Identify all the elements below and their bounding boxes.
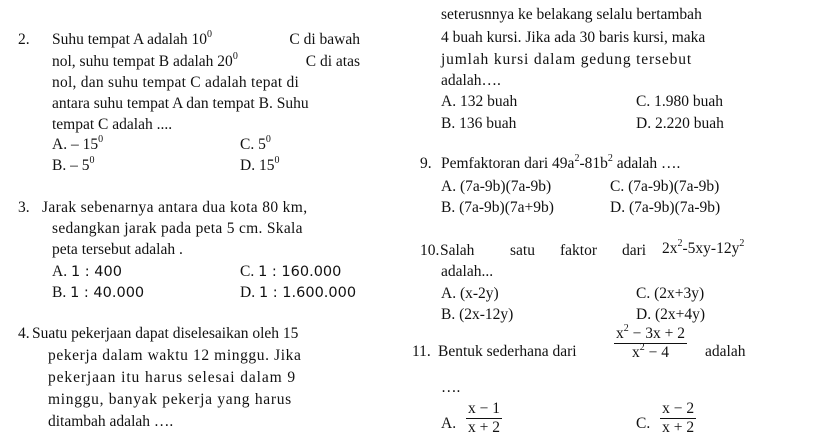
q8-line-2: 4 buah kursi. Jika ada 30 baris kursi, maka <box>441 29 706 46</box>
q3-line-3: peta tersebut adalah . <box>52 241 183 258</box>
q9-text: Pemfaktoran dari $49a^2-81b^2$ adalah …. <box>441 153 681 172</box>
q2-line-1: Suhu tempat A adalah $10^0$ C di bawah <box>52 29 360 48</box>
q8-line-4: adalah…. <box>441 72 501 89</box>
q9-option-b[interactable]: B. (7a-9b)(7a+9b) <box>441 199 554 216</box>
q4-line-4: minggu, banyak pekerja yang harus <box>48 391 292 408</box>
q10-option-b[interactable]: B. (2x-12y) <box>441 306 514 323</box>
q11-dots: …. <box>441 379 461 396</box>
q3-option-d[interactable]: D. 1 : 1.600.000 <box>240 284 357 301</box>
q3-line-2: sedangkan jarak pada peta 5 cm. Skala <box>52 220 303 237</box>
q10-word-3: faktor <box>560 242 598 259</box>
q10-number: 10. <box>420 242 440 259</box>
q4-line-3: pekerjaan itu harus selesai dalam 9 <box>48 369 296 386</box>
q2-number: 2. <box>18 31 30 48</box>
q4-line-5: ditambah adalah …. <box>48 413 174 430</box>
q4-line-2: pekerja dalam waktu 12 minggu. Jika <box>48 347 302 364</box>
q8-line-3: jumlah kursi dalam gedung tersebut <box>441 51 693 68</box>
q9-option-c[interactable]: C. (7a-9b)(7a-9b) <box>610 178 720 195</box>
q3-option-c[interactable]: C. 1 : 160.000 <box>240 263 342 280</box>
q11-tail: adalah <box>705 343 746 360</box>
q3-option-b[interactable]: B. 1 : 40.000 <box>52 284 145 301</box>
q8-option-a[interactable]: A. 132 buah <box>441 93 518 110</box>
q11-number: 11. <box>412 343 431 360</box>
q10-line-2: adalah... <box>441 263 494 280</box>
q2-option-d[interactable]: D. $15^0$ <box>240 155 280 174</box>
q2-line-5: tempat C adalah .... <box>52 116 173 133</box>
q3-line-1: Jarak sebenarnya antara dua kota 80 km, <box>42 199 308 216</box>
q9-option-d[interactable]: D. (7a-9b)(7a-9b) <box>610 199 721 216</box>
q3-option-a[interactable]: A. 1 : 400 <box>52 263 122 280</box>
q11-text: Bentuk sederhana dari <box>438 343 577 360</box>
q8-option-b[interactable]: B. 136 buah <box>441 115 517 132</box>
q2-line-4: antara suhu tempat A dan tempat B. Suhu <box>52 95 309 112</box>
q8-line-1: seterusnnya ke belakang selalu bertambah <box>441 6 702 23</box>
q3-number: 3. <box>18 199 30 216</box>
q8-option-d[interactable]: D. 2.220 buah <box>636 115 724 132</box>
q10-expression: $2x^2-5xy-12y^2$ <box>662 238 745 257</box>
q10-word-1: Salah <box>440 242 475 259</box>
q2-line-2: nol, suhu tempat B adalah $20^0$ C di atas <box>52 51 360 70</box>
q2-line-3: nol, dan suhu tempat C adalah tepat di <box>52 74 300 91</box>
q10-word-2: satu <box>510 242 535 259</box>
q9-number: 9. <box>420 155 432 172</box>
q2-option-c[interactable]: C. $5^0$ <box>240 134 271 153</box>
q2-option-a[interactable]: A. – $15^0$ <box>52 134 104 153</box>
q10-option-c[interactable]: C. (2x+3y) <box>636 285 705 302</box>
q11-fraction: $\frac{x^2 - 3x + 2}{x^2 - 4}$ <box>616 323 685 361</box>
q10-word-4: dari <box>622 242 647 259</box>
q4-number: 4. <box>18 325 30 342</box>
q2-option-b[interactable]: B. – $5^0$ <box>52 155 95 174</box>
q9-option-a[interactable]: A. (7a-9b)(7a-9b) <box>441 178 552 195</box>
q10-option-a[interactable]: A. (x-2y) <box>441 285 499 302</box>
q11-option-a[interactable]: A. $\frac{x - 1}{x + 2}$ <box>441 400 500 436</box>
q11-option-c[interactable]: C. $\frac{x - 2}{x + 2}$ <box>636 400 695 436</box>
q8-option-c[interactable]: C. 1.980 buah <box>636 93 723 110</box>
q4-line-1: Suatu pekerjaan dapat diselesaikan oleh 15 <box>32 325 299 342</box>
q10-option-d[interactable]: D. (2x+4y) <box>636 306 706 323</box>
